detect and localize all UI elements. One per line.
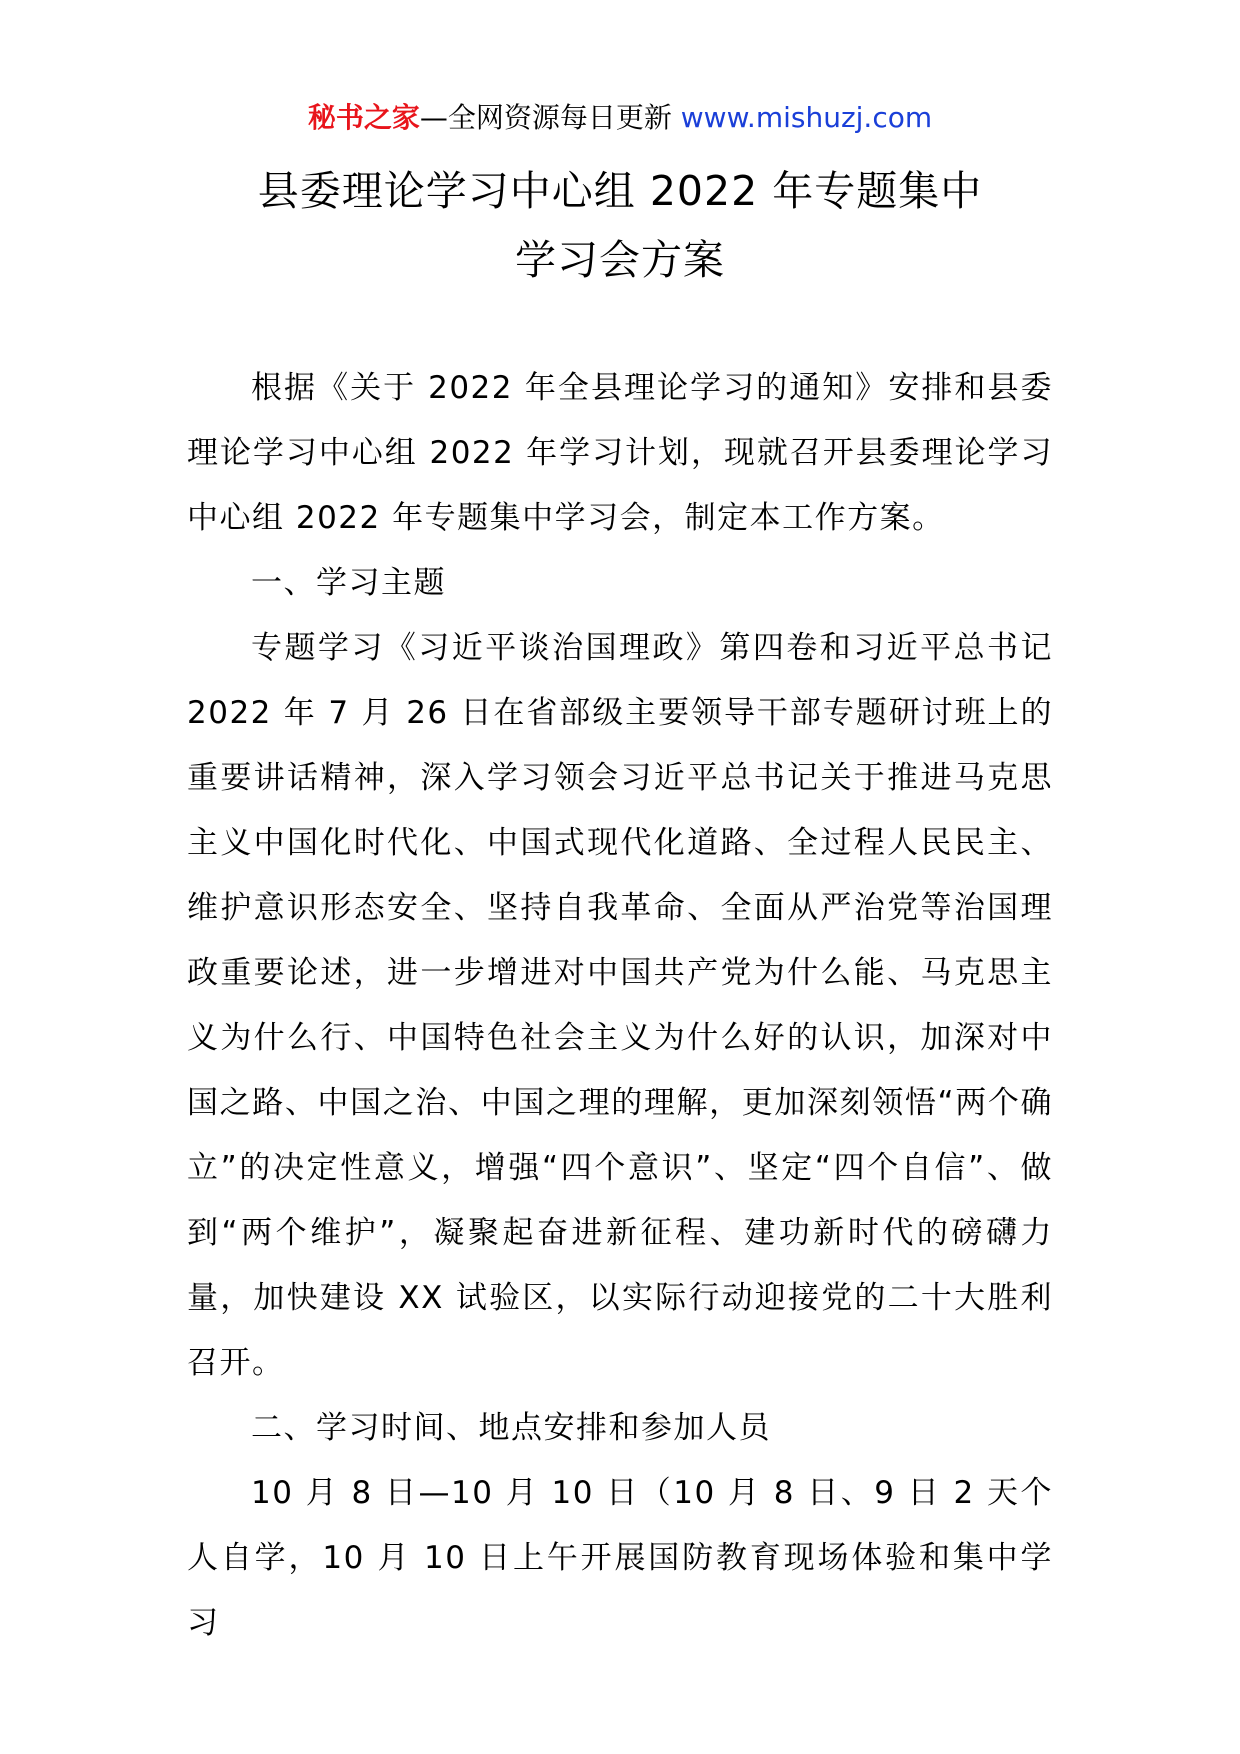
brand-name: 秘书之家 (307, 101, 420, 134)
document-title-line-1: 县委理论学习中心组 2022 年专题集中 (257, 167, 983, 215)
document-body (187, 356, 1053, 1656)
schedule-paragraph: 10 月 8 日—10 月 10 日（10 月 8 日、9 日 2 天个人自学，10 月 10 日上午开展国防教育现场体验和集中学习 (187, 1475, 1053, 1641)
site-tagline: —全网资源每日更新 (419, 101, 681, 134)
document-title-line-2: 学习会方案 (515, 236, 725, 284)
section-heading-1: 一、学习主题 (251, 565, 446, 601)
site-url-link[interactable]: www.mishuzj.com (680, 101, 933, 134)
site-header (0, 98, 1240, 138)
section-heading-2: 二、学习时间、地点安排和参加人员 (251, 1410, 771, 1446)
theme-paragraph: 专题学习《习近平谈治国理政》第四卷和习近平总书记 2022 年 7 月 26 日在省部级主要领导干部专题研讨班上的重要讲话精神，深入学习领会习近平总书记关于推进马克思主义中国化时代化、中国式现代化道路、全过程人民民主、维护意识形态安全、坚持自我革命、全面从严治党等治国理政重要论述，进一步增进对中国共产党为什么能、马克思主义为什么行、中国特色社会主义为什么好的认识，加深对中国之路、中国之治、中国之理的理解，更加深刻领悟“两个确立”的决定性意义，增强“四个意识”、坚定“四个自信”、做到“两个维护”，凝聚起奋进新征程、建功新时代的磅礴力量，加快建设 XX 试验区，以实际行动迎接党的二十大胜利召开。 (187, 630, 1053, 1381)
intro-paragraph: 根据《关于 2022 年全县理论学习的通知》安排和县委理论学习中心组 2022 年学习计划，现就召开县委理论学习中心组 2022 年专题集中学习会，制定本工作方案。 (187, 370, 1053, 536)
